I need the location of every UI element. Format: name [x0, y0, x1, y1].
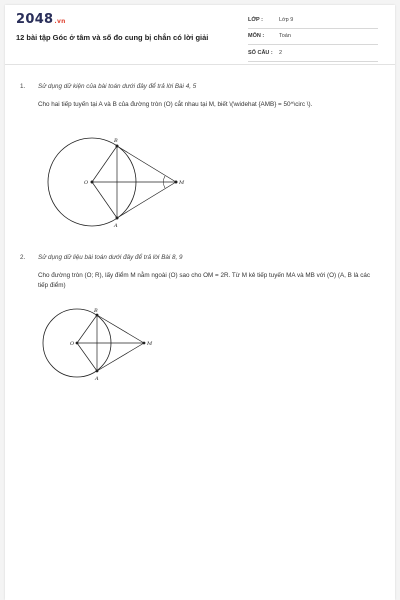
point-b [96, 314, 99, 317]
point-m [175, 181, 178, 184]
point-b [116, 145, 119, 148]
document-title: 12 bài tập Góc ở tâm và số đo cung bị chắn có lời giải [16, 33, 209, 42]
label-o: O [84, 180, 89, 186]
question-number: 1. [20, 83, 26, 90]
radius-ob [92, 146, 117, 182]
geometry-figure-2 [40, 305, 160, 385]
meta-key: SỐ CÂU : [248, 49, 273, 56]
label-b: B [114, 138, 118, 144]
meta-row-subject [248, 29, 378, 46]
point-a [96, 370, 99, 373]
tangent-mb [117, 146, 176, 182]
point-o [91, 181, 94, 184]
meta-row-grade [248, 12, 378, 29]
label-b: B [94, 308, 98, 314]
radius-oa [77, 343, 97, 371]
site-logo[interactable] [16, 12, 66, 27]
label-a: A [114, 223, 118, 229]
label-m: M [147, 341, 153, 347]
question-2 [20, 253, 375, 291]
tangent-ma [97, 343, 144, 371]
header-divider [5, 64, 395, 65]
meta-value: Lớp 9 [279, 16, 294, 23]
question-text: Cho đường tròn (O; R), lấy điểm M nằm ngoài (O) sao cho OM = 2R. Từ M kẻ tiếp tuyến MA và MB với (O) (A, B là các tiếp điểm) [38, 272, 371, 289]
meta-value: 2 [279, 49, 283, 56]
radius-ob [77, 315, 97, 343]
meta-table [248, 12, 378, 62]
point-m [143, 342, 146, 345]
question-number: 2. [20, 254, 26, 261]
label-o: O [70, 341, 75, 347]
logo-suffix: .vn [54, 18, 66, 25]
question-instruction: Sử dụng dữ kiện của bài toán dưới đây để trả lời Bài 4, 5 [38, 83, 197, 90]
question-1 [20, 82, 375, 110]
point-a [116, 217, 119, 220]
label-m: M [179, 180, 185, 186]
meta-value: Toán [279, 33, 291, 40]
point-o [76, 342, 79, 345]
logo-text: 2048 [16, 12, 54, 27]
question-text: Cho hai tiếp tuyến tại A và B của đường tròn (O) cắt nhau tại M, biết \(\widehat {AMB} = 50^\circ \). [38, 101, 313, 108]
tangent-mb [97, 315, 144, 343]
label-a: A [95, 376, 99, 382]
meta-row-question-count [248, 45, 378, 62]
geometry-figure-1 [40, 132, 190, 234]
radius-oa [92, 182, 117, 218]
tangent-ma [117, 182, 176, 218]
question-instruction: Sử dụng dữ liệu bài toán dưới đây để trả lời Bài 8, 9 [38, 254, 183, 261]
meta-key: LỚP : [248, 16, 263, 23]
meta-key: MÔN : [248, 33, 265, 40]
